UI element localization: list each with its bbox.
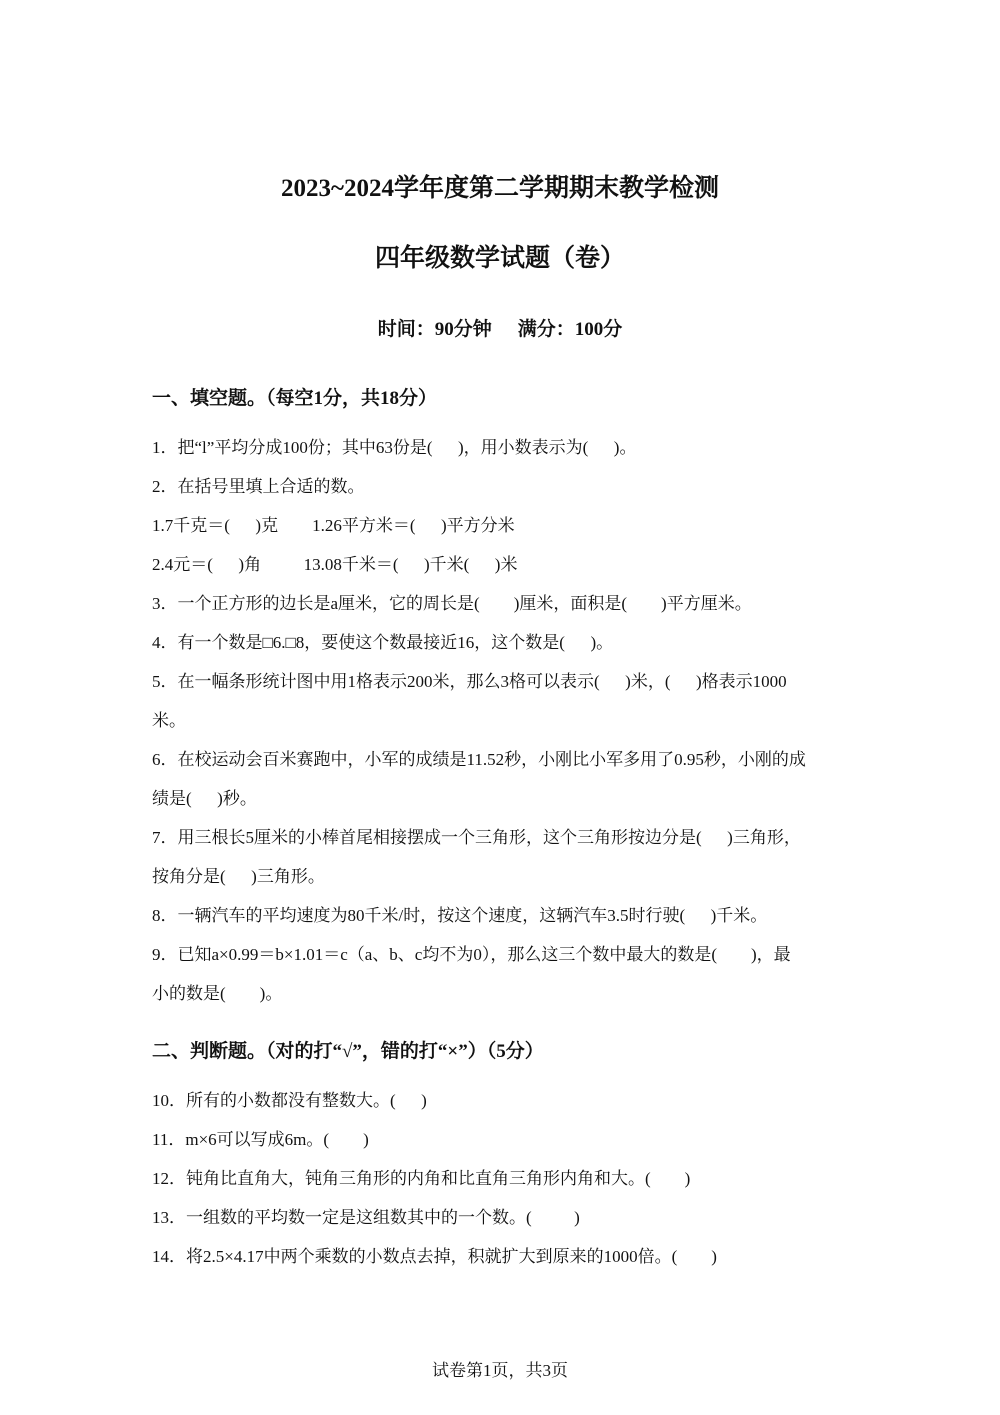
question-line: 按角分是( )三角形。 <box>152 867 325 886</box>
page-footer: 试卷第1页，共3页 <box>432 1361 568 1380</box>
question-line: 1．把“l”平均分成100份；其中63份是( )，用小数表示为( )。 <box>152 438 637 457</box>
exam-info <box>0 314 1000 341</box>
exam-time: 时间：90分钟 <box>377 319 492 340</box>
question-line: 9．已知a×0.99＝b×1.01＝c（a、b、c均不为0），那么这三个数中最大的数是( )，最 <box>152 945 791 964</box>
question-line: 8．一辆汽车的平均速度为80千米/时，按这个速度，这辆汽车3.5时行驶( )千米。 <box>152 906 768 925</box>
question-line: 米。 <box>152 711 186 730</box>
question-line: 12．钝角比直角大，钝角三角形的内角和比直角三角形内角和大。( ) <box>152 1169 691 1188</box>
question-line: 绩是( )秒。 <box>152 789 257 808</box>
question-line: 5．在一幅条形统计图中用1格表示200米，那么3格可以表示( )米，( )格表示1000 <box>152 672 787 691</box>
question-line: 6．在校运动会百米赛跑中，小军的成绩是11.52秒，小刚比小军多用了0.95秒，小刚的成 <box>152 750 806 769</box>
exam-title: 2023~2024学年度第二学期期末教学检测 <box>280 175 719 202</box>
question-line: 14．将2.5×4.17中两个乘数的小数点去掉，积就扩大到原来的1000倍。( ) <box>152 1247 717 1266</box>
question-line: 小的数是( )。 <box>152 984 283 1003</box>
section-heading-fill-blank: 一、填空题。（每空1分，共18分） <box>152 388 438 409</box>
section-heading-true-false: 二、判断题。（对的打“√”，错的打“×”）（5分） <box>152 1041 544 1062</box>
question-line: 10．所有的小数都没有整数大。( ) <box>152 1091 427 1110</box>
question-line: 2．在括号里填上合适的数。 <box>152 477 365 496</box>
exam-score: 满分：100分 <box>517 319 623 340</box>
question-line: 7．用三根长5厘米的小棒首尾相接摆成一个三角形，这个三角形按边分是( )三角形， <box>152 828 801 847</box>
question-line: 13．一组数的平均数一定是这组数其中的一个数。( ) <box>152 1208 580 1227</box>
question-line: 2.4元＝( )角 13.08千米＝( )千米( )米 <box>152 555 518 574</box>
question-line: 4．有一个数是□6.□8，要使这个数最接近16，这个数是( )。 <box>152 633 614 652</box>
question-line: 3．一个正方形的边长是a厘米，它的周长是( )厘米，面积是( )平方厘米。 <box>152 594 752 613</box>
question-line: 1.7千克＝( )克 1.26平方米＝( )平方分米 <box>152 516 515 535</box>
exam-subtitle: 四年级数学试题（卷） <box>374 245 625 272</box>
question-line: 11．m×6可以写成6m。( ) <box>152 1130 369 1149</box>
